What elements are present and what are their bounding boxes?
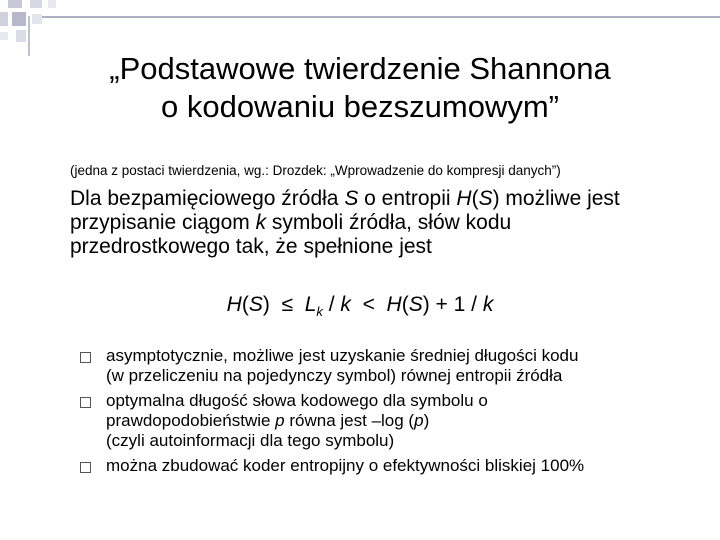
- formula-s: S: [408, 293, 423, 316]
- symbol-s: S: [478, 187, 493, 210]
- formula-k: k: [482, 293, 494, 316]
- formula-sub-k: k: [316, 304, 323, 320]
- bullet-list: [80, 346, 710, 476]
- formula-s: S: [248, 293, 263, 316]
- bullet-text: można zbudować koder entropijny o efektywności bliskiej 100%: [106, 456, 585, 475]
- slide-title: [40, 50, 680, 126]
- deco-line: [28, 16, 30, 56]
- square-bullet-icon: [80, 352, 91, 363]
- bullet-text: [106, 391, 710, 451]
- formula-l: L: [304, 293, 317, 316]
- theorem-paragraph: [70, 187, 670, 259]
- symbol-h: H: [456, 187, 472, 210]
- list-item: [80, 456, 710, 476]
- square-bullet-icon: [80, 462, 91, 473]
- bullet-text-part: optymalna długość słowa kodowego dla symbolu o prawdopodobieństwie: [106, 391, 488, 430]
- para-text: (: [471, 187, 479, 210]
- title-line-2: o kodowaniu bezszumowym”: [160, 89, 559, 124]
- bullet-text: asymptotycznie, możliwe jest uzyskanie średniej długości kodu (w przeliczeniu na pojedynczy symbol) równej entropii źródła: [106, 346, 579, 385]
- bullet-text-part: ) (czyli autoinformacji dla tego symbolu): [106, 411, 430, 450]
- inequality-formula: $H(S) \le L_k / k < H(S) + 1 / k$: [226, 293, 494, 320]
- deco-square: [12, 12, 26, 26]
- deco-square: [16, 30, 26, 42]
- symbol-k: k: [255, 211, 267, 234]
- source-note: (jedna z postaci twierdzenia, wg.: Drozdek: „Wprowadzenie do kompresji danych”): [70, 163, 561, 178]
- square-bullet-icon: [80, 397, 91, 408]
- deco-square: [32, 14, 42, 24]
- deco-square: [30, 0, 42, 8]
- deco-square: [48, 0, 56, 8]
- formula-plus: + 1 /: [435, 293, 477, 316]
- para-text: o entropii: [358, 187, 457, 210]
- formula-h: H: [226, 293, 242, 316]
- para-text: symboli źródła, słów kodu przedrostkowego tak, że spełnione jest: [70, 211, 512, 258]
- symbol-p: p: [275, 411, 285, 430]
- title-line-1: „Podstawowe twierdzenie Shannona: [109, 51, 611, 86]
- formula-lt: <: [362, 293, 375, 316]
- formula-k: k: [340, 293, 351, 316]
- deco-square: [8, 0, 22, 8]
- para-text: ) możliwe jest przypisanie ciągom: [70, 187, 620, 234]
- list-item: [80, 391, 710, 451]
- list-item: [80, 346, 710, 386]
- formula-le: ≤: [281, 293, 294, 316]
- deco-line: [42, 16, 720, 18]
- para-text: Dla bezpamięciowego źródła: [70, 187, 345, 210]
- symbol-s: S: [344, 187, 359, 210]
- deco-square: [0, 12, 8, 26]
- symbol-p: p: [414, 411, 424, 430]
- deco-square: [0, 32, 8, 40]
- bullet-text-part: równa jest –log (: [284, 411, 415, 430]
- formula-h: H: [386, 293, 402, 316]
